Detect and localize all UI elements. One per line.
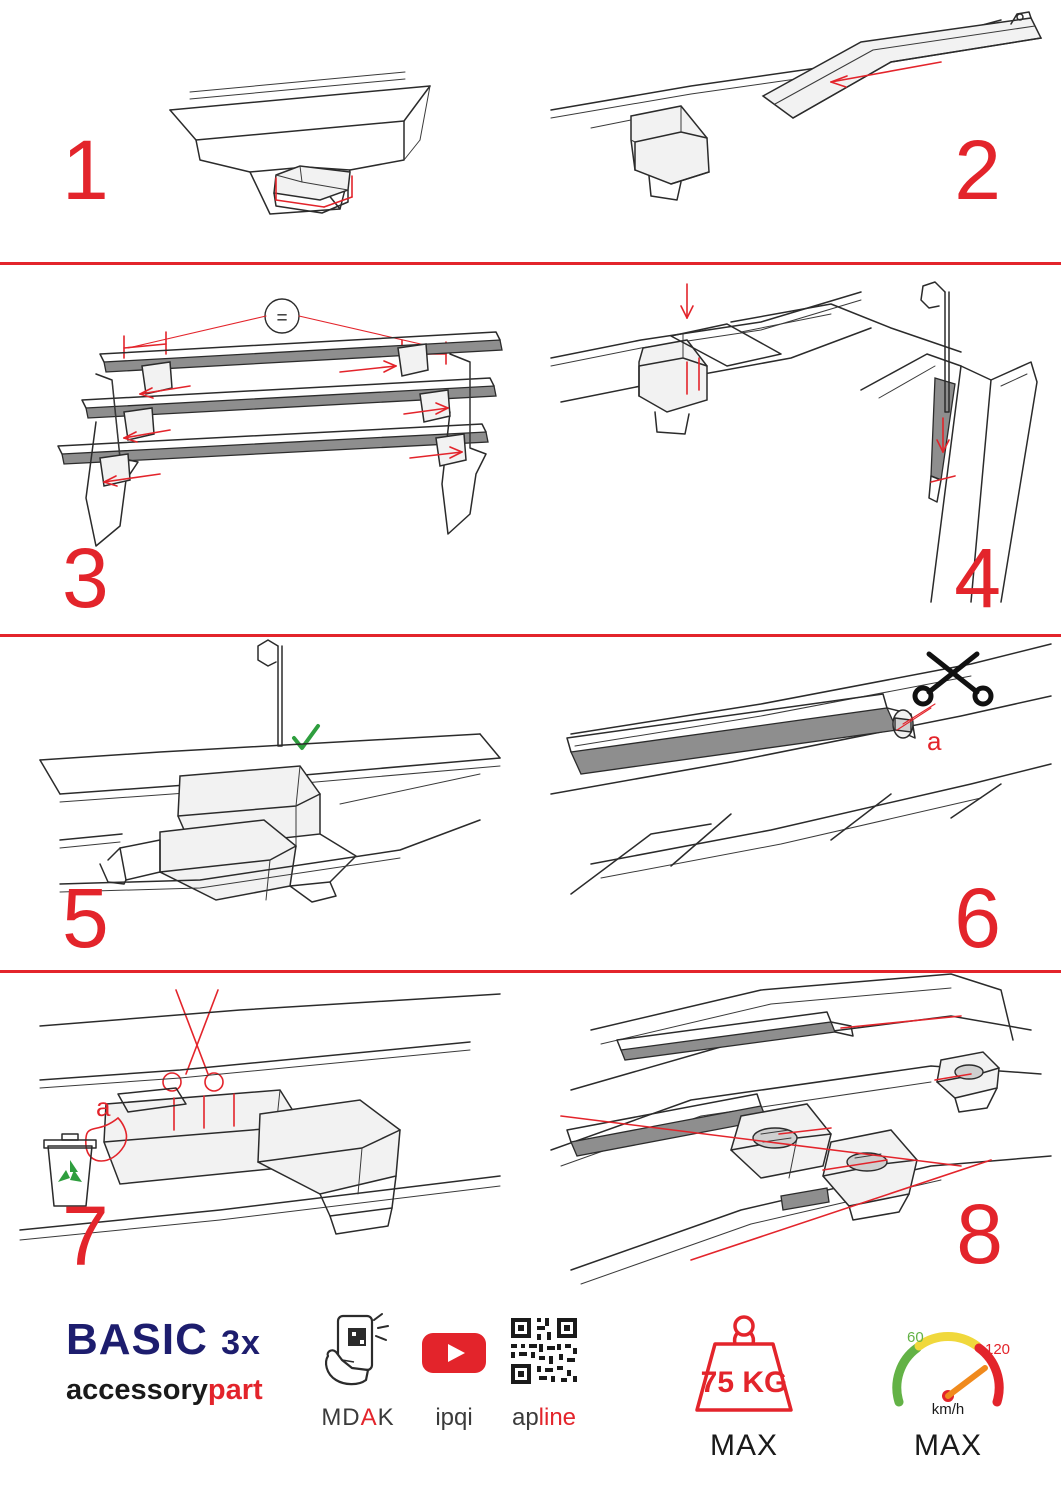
- step-7-number: 7: [62, 1189, 109, 1283]
- hand-phone-qr-icon: [310, 1312, 406, 1390]
- logo-ipqi: [406, 1312, 502, 1432]
- step-4-number: 4: [954, 531, 1001, 625]
- logo-ipqi-caption: ipqi: [435, 1404, 473, 1431]
- step-6: [531, 634, 1061, 970]
- product-name-text: BASIC: [66, 1315, 208, 1364]
- step-5: [0, 634, 530, 970]
- max-speed-label: MAX: [913, 1429, 982, 1462]
- brand-block: [66, 1315, 296, 1406]
- step-2: [531, 0, 1061, 262]
- step-1-number: 1: [62, 123, 109, 217]
- step-3: [0, 262, 530, 634]
- step-8: [531, 970, 1061, 1290]
- youtube-play-icon[interactable]: [406, 1312, 502, 1390]
- company-name-first: accessory: [66, 1374, 208, 1406]
- qr-code-icon: [496, 1312, 592, 1390]
- logo-mdak-caption: [310, 1404, 406, 1432]
- step-4: [531, 262, 1061, 634]
- mdak-caption-first: MD: [321, 1404, 361, 1431]
- logo-apline-caption: [496, 1404, 592, 1432]
- step-1: [0, 0, 530, 262]
- step-3-number: 3: [62, 531, 109, 625]
- step-8-number: 8: [956, 1187, 1003, 1281]
- step-6-label-a: a: [927, 726, 942, 756]
- gauge-tick-120: 120: [985, 1341, 1011, 1358]
- max-weight-block: [644, 1310, 844, 1463]
- gauge-tick-60: 60: [907, 1329, 924, 1346]
- logo-row: [310, 1312, 610, 1472]
- max-weight-value: 75 KG: [700, 1366, 788, 1399]
- steps-row-2: [0, 262, 1061, 637]
- logo-apline: [496, 1312, 592, 1432]
- gauge-unit: km/h: [931, 1401, 965, 1418]
- max-speed-block: [848, 1310, 1048, 1463]
- apline-caption-accent: line: [538, 1404, 577, 1431]
- footer: [0, 1290, 1061, 1500]
- product-name: [66, 1315, 296, 1364]
- speedometer-icon: [873, 1310, 1023, 1418]
- steps-row-4: [0, 970, 1061, 1290]
- svg-text:=: =: [276, 308, 288, 329]
- mdak-caption-last: K: [377, 1404, 395, 1431]
- step-2-number: 2: [954, 123, 1001, 217]
- step-6-number: 6: [954, 871, 1001, 965]
- steps-row-3: [0, 634, 1061, 973]
- apline-caption-first: ap: [511, 1404, 539, 1431]
- company-name: [66, 1376, 296, 1405]
- mdak-caption-accent: A: [360, 1404, 378, 1431]
- max-weight-label: MAX: [709, 1429, 778, 1462]
- logo-mdak: [310, 1312, 406, 1432]
- steps-row-1: [0, 0, 1061, 265]
- step-7: [0, 970, 530, 1290]
- step-7-label-a: a: [96, 1092, 111, 1122]
- product-quantity: 3x: [221, 1324, 261, 1362]
- weight-icon: [669, 1310, 819, 1418]
- step-5-number: 5: [62, 871, 109, 965]
- company-name-second: part: [207, 1374, 263, 1406]
